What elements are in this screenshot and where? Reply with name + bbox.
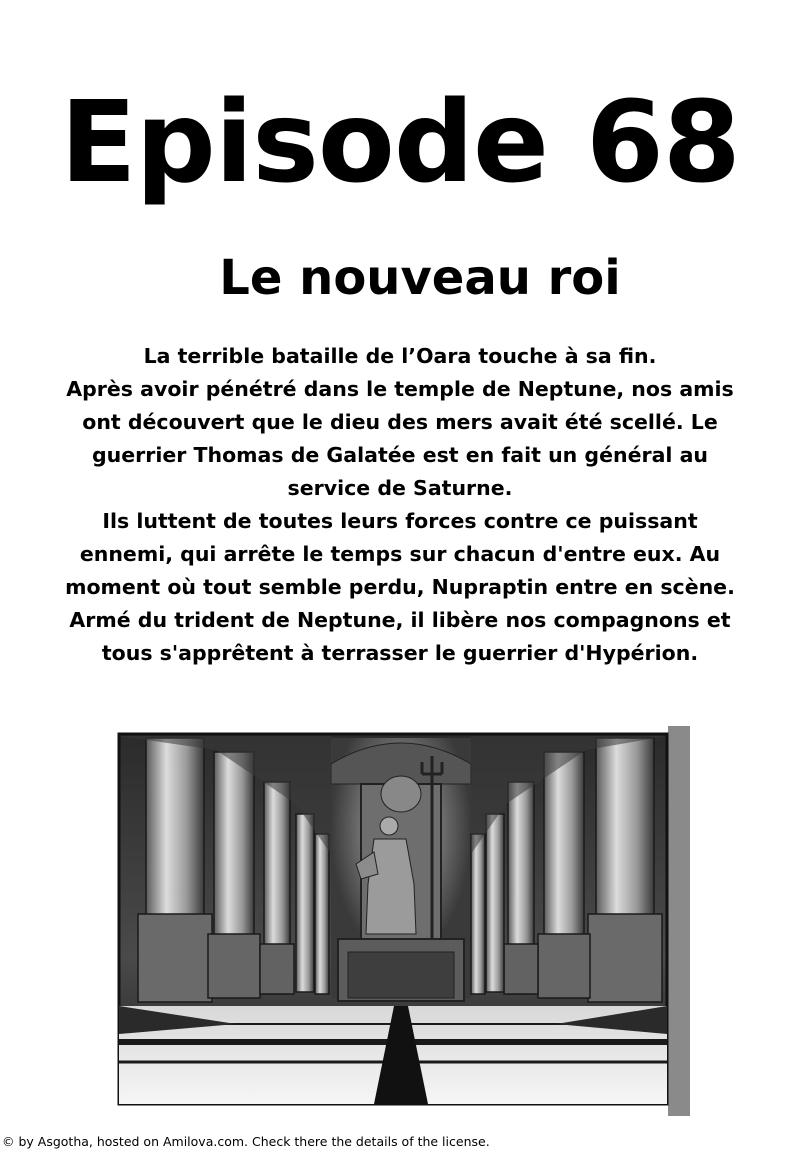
synopsis-paragraph: La terrible bataille de l’Oara touche à sa fin. bbox=[143, 344, 657, 368]
synopsis-paragraph: Après avoir pénétré dans le temple de Neptune, nos amis ont découvert que le dieu des mers avait été scellé. Le guerrier Thomas de Galatée est en fait un général au service de Saturne. bbox=[66, 377, 734, 500]
episode-title: Episode 68 bbox=[60, 78, 740, 208]
synopsis-paragraph: Ils luttent de toutes leurs forces contre ce puissant ennemi, qui arrête le temps sur chacun d'entre eux. Au moment où tout semble perdu, Nupraptin entre en scène. Armé du trident de Neptune, il libère nos compagnons et tous s'apprêtent à terrasser le guerrier d'Hypérion. bbox=[65, 509, 735, 665]
episode-subtitle: Le nouveau roi bbox=[219, 250, 621, 306]
synopsis bbox=[60, 340, 740, 670]
temple-illustration bbox=[116, 724, 690, 1116]
temple-image bbox=[116, 724, 690, 1116]
copyright-notice: © by Asgotha, hosted on Amilova.com. Check there the details of the license. bbox=[2, 1134, 490, 1149]
